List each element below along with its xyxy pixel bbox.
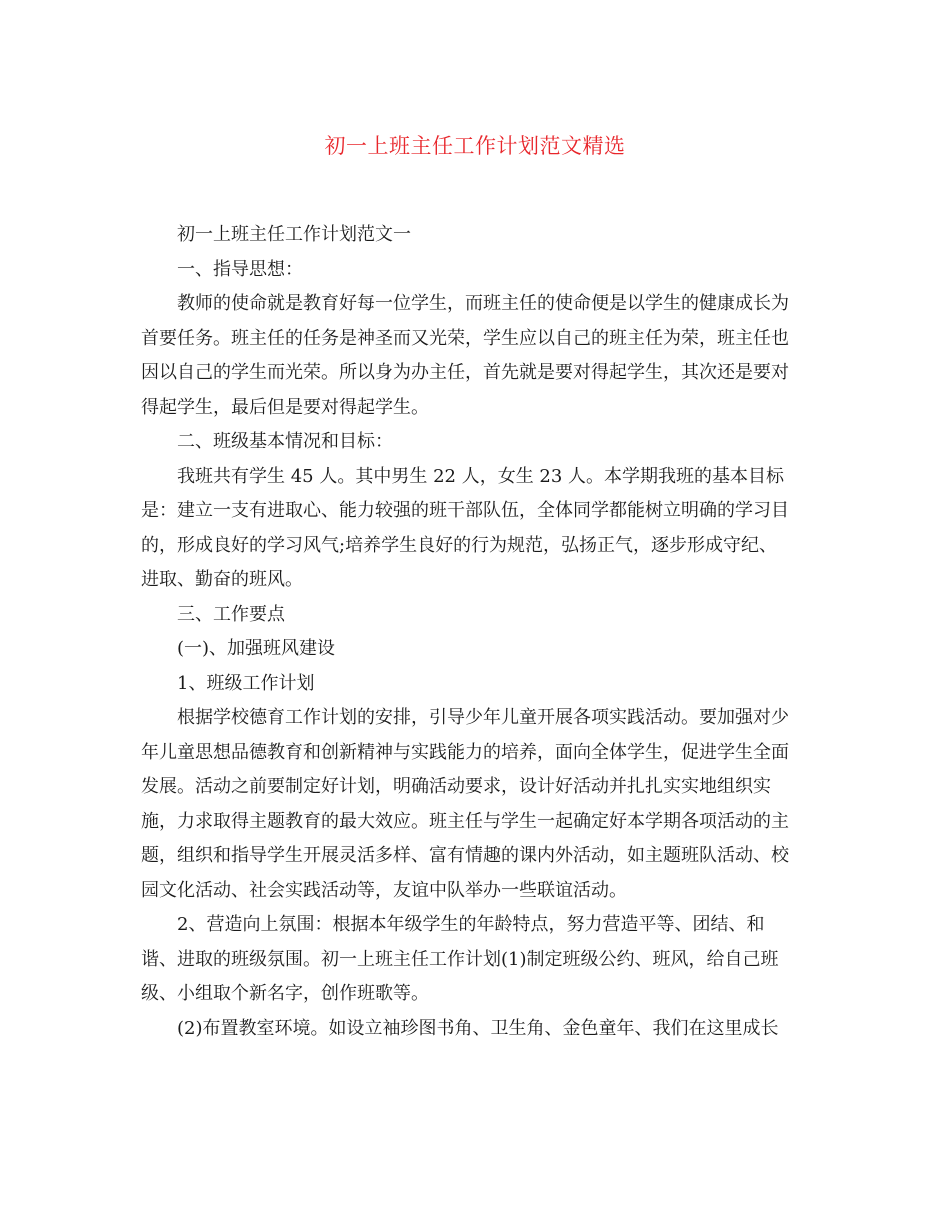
text-line: (2)布置教室环境。如设立袖珍图书角、卫生角、金色童年、我们在这里成长 [177,1017,779,1039]
document-title: 初一上班主任工作计划范文精选 [324,134,626,158]
text-line: 是：建立一支有进取心、能力较强的班干部队伍，全体同学都能树立明确的学习目 [141,500,789,521]
text-line: 因以自己的学生而光荣。所以身为办主任，首先就是要对得起学生，其次还是要对 [141,362,789,383]
text-line: 教师的使命就是教育好每一位学生，而班主任的使命便是以学生的健康成长为 [177,293,789,314]
text-line: 级、小组取个新名字，创作班歌等。 [141,983,429,1004]
document-body [141,218,813,1046]
text-line: 根据学校德育工作计划的安排，引导少年儿童开展各项实践活动。要加强对少 [177,707,789,728]
text-line: 一、指导思想： [177,258,303,280]
text-line: 题，组织和指导学生开展灵活多样、富有情趣的课内外活动，如主题班队活动、校 [141,845,789,866]
text-line: 得起学生，最后但是要对得起学生。 [141,396,429,418]
text-line: 初一上班主任工作计划范文一 [177,224,411,245]
text-line: 1、班级工作计划 [177,672,315,694]
text-line: 园文化活动、社会实践活动等，友谊中队举办一些联谊活动。 [141,879,627,901]
text-line: 2、营造向上氛围：根据本年级学生的年龄特点，努力营造平等、团结、和 [177,914,765,935]
text-line: 的，形成良好的学习风气;培养学生良好的行为规范，弘扬正气，逐步形成守纪、 [141,534,778,556]
text-line: 二、班级基本情况和目标： [177,431,393,452]
text-line: 三、工作要点 [177,603,285,625]
text-line: 首要任务。班主任的任务是神圣而又光荣，学生应以自己的班主任为荣，班主任也 [141,327,789,349]
text-line: 我班共有学生 45 人。其中男生 22 人，女生 23 人。本学期我班的基本目标 [177,465,785,487]
text-line: 谐、进取的班级氛围。初一上班主任工作计划(1)制定班级公约、班风，给自己班 [141,948,779,970]
text-line: 进取、勤奋的班风。 [141,569,303,590]
text-line: (一)、加强班风建设 [177,638,336,659]
text-line: 发展。活动之前要制定好计划，明确活动要求，设计好活动并扎扎实实地组织实 [141,776,771,797]
text-line: 施，力求取得主题教育的最大效应。班主任与学生一起确定好本学期各项活动的主 [141,810,789,832]
text-line: 年儿童思想品德教育和创新精神与实践能力的培养，面向全体学生，促进学生全面 [141,741,789,763]
